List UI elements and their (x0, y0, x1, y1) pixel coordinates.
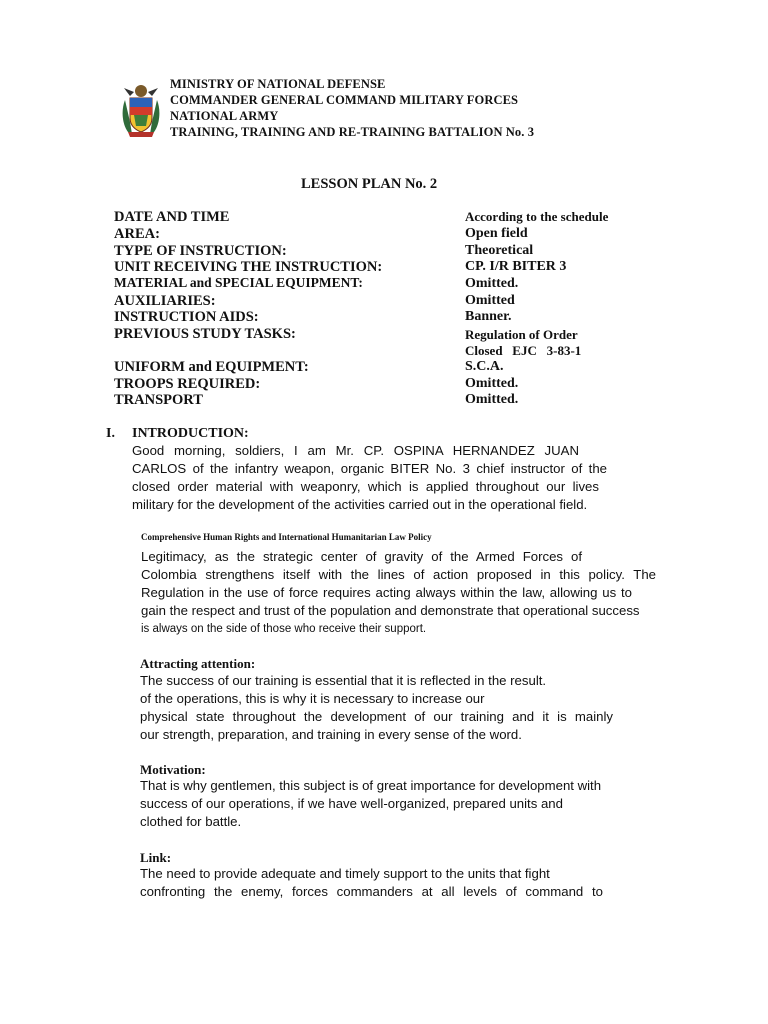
introduction-line: CARLOS of the infantry weapon, organic BITER No. 3 chief instructor of the (132, 461, 607, 476)
policy-paragraph (141, 548, 666, 638)
header-army: NATIONAL ARMY (170, 109, 279, 123)
field-label-study-tasks: PREVIOUS STUDY TASKS: (114, 326, 296, 342)
attention-line: physical state throughout the development of our training and it is mainly (140, 709, 613, 724)
link-line: confronting the enemy, forces commanders at all levels of command to (140, 884, 603, 899)
link-line: The need to provide adequate and timely support to the units that fight (140, 866, 550, 881)
introduction-line: closed order material with weaponry, which is applied throughout our lives (132, 479, 599, 494)
attention-line: The success of our training is essential that it is reflected in the result. (140, 673, 547, 688)
link-heading: Link: (140, 850, 172, 865)
attention-paragraph (140, 672, 615, 744)
introduction-heading: INTRODUCTION: (132, 426, 249, 441)
field-label-uniform: UNIFORM and EQUIPMENT: (114, 359, 309, 375)
motivation-paragraph (140, 777, 632, 831)
field-value-auxiliaries: Omitted (465, 293, 515, 308)
field-value-unit: CP. I/R BITER 3 (465, 259, 567, 274)
motivation-line: clothed for battle. (140, 814, 242, 829)
motivation-line: That is why gentlemen, this subject is of great importance for development with (140, 778, 602, 793)
motivation-heading: Motivation: (140, 762, 206, 777)
header-ministry: MINISTRY OF NATIONAL DEFENSE (170, 77, 386, 91)
field-value-troops: Omitted. (465, 376, 519, 391)
field-value-transport: Omitted. (465, 392, 519, 407)
attention-heading: Attracting attention: (140, 656, 256, 671)
attention-line: of the operations, this is why it is necessary to increase our (140, 691, 485, 706)
field-label-area: AREA: (114, 226, 160, 242)
field-value-study-tasks-ref: Closed EJC 3-83-1 (465, 343, 582, 358)
field-label-material: MATERIAL and SPECIAL EQUIPMENT: (114, 275, 363, 290)
policy-line: gain the respect and trust of the population and demonstrate that operational success (141, 603, 640, 618)
field-value-date: According to the schedule (465, 209, 609, 224)
field-value-study-tasks: Regulation of Order (465, 327, 578, 342)
crest (120, 82, 162, 138)
policy-line: Legitimacy, as the strategic center of gravity of the Armed Forces of (141, 549, 582, 564)
field-label-unit: UNIT RECEIVING THE INSTRUCTION: (114, 259, 383, 275)
header-battalion: TRAINING, TRAINING AND RE-TRAINING BATTALION No. 3 (170, 125, 535, 139)
policy-heading: Comprehensive Human Rights and International Humanitarian Law Policy (141, 532, 432, 542)
motivation-line: success of our operations, if we have well-organized, prepared units and (140, 796, 563, 811)
introduction-paragraph (132, 442, 607, 514)
introduction-line: military for the development of the activities carried out in the operational field. (132, 497, 588, 512)
field-value-material: Omitted. (465, 276, 519, 291)
page-title: LESSON PLAN No. 2 (301, 176, 438, 192)
field-label-date: DATE AND TIME (114, 209, 230, 225)
field-label-troops: TROOPS REQUIRED: (114, 376, 261, 392)
policy-line: Regulation in the use of force requires acting always within the law, allowing us to (141, 585, 632, 600)
policy-line: is always on the side of those who receive their support. (141, 623, 427, 635)
section-numeral: I. (106, 426, 115, 441)
policy-line: Colombia strengthens itself with the lines of action proposed in this policy. The (141, 567, 656, 582)
field-value-uniform: S.C.A. (465, 359, 504, 374)
header-command: COMMANDER GENERAL COMMAND MILITARY FORCES (170, 93, 519, 107)
field-label-auxiliaries: AUXILIARIES: (114, 293, 216, 309)
introduction-line: Good morning, soldiers, I am Mr. CP. OSPINA HERNANDEZ JUAN (132, 443, 579, 458)
field-label-aids: INSTRUCTION AIDS: (114, 309, 259, 325)
field-label-transport: TRANSPORT (114, 392, 203, 408)
field-value-area: Open field (465, 226, 528, 241)
link-paragraph (140, 865, 605, 901)
field-label-type: TYPE OF INSTRUCTION: (114, 243, 287, 259)
field-value-aids: Banner. (465, 309, 512, 324)
field-value-type: Theoretical (465, 243, 534, 258)
attention-line: our strength, preparation, and training in every sense of the word. (140, 727, 522, 742)
coat-of-arms-icon (120, 82, 162, 138)
